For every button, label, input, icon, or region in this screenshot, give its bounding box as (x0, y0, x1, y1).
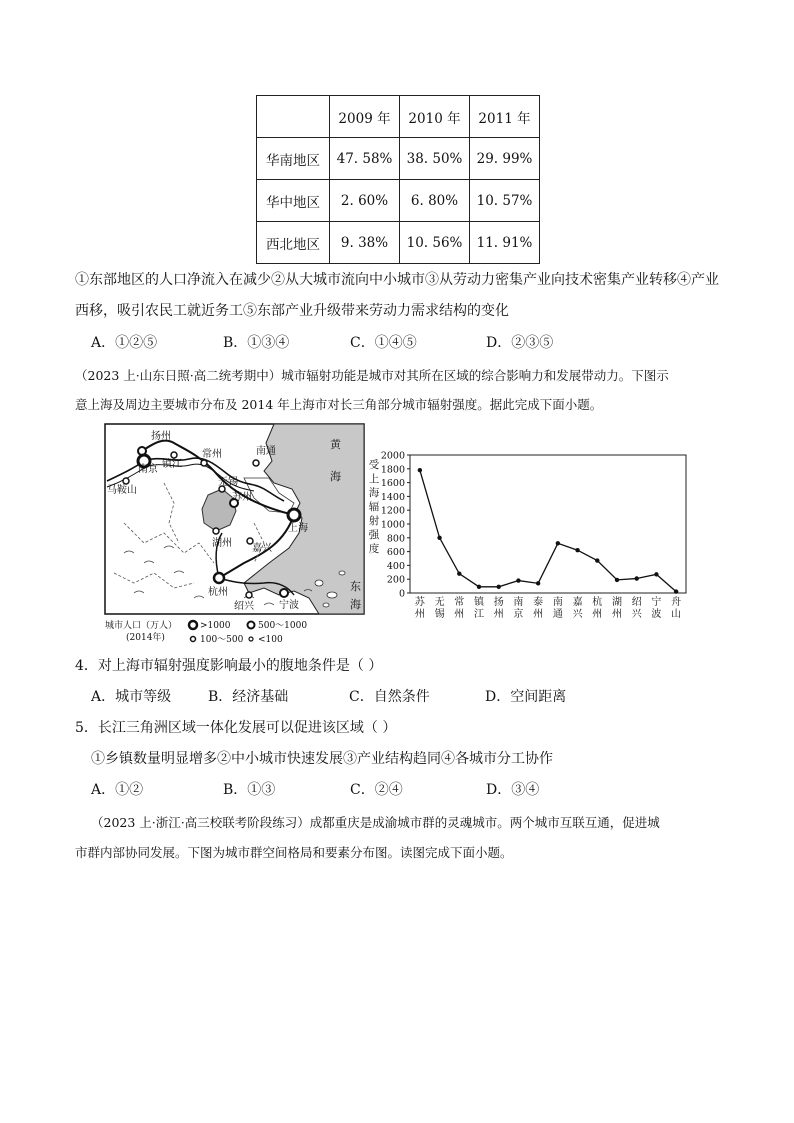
sea-label: 海 (350, 598, 361, 611)
option-d[interactable]: D．②③⑤ (486, 335, 554, 351)
data-point (654, 572, 658, 576)
x-tick-label: 苏 (414, 597, 425, 608)
table-header-cell: 2010 年 (400, 96, 470, 138)
data-point (457, 571, 461, 575)
data-point (575, 548, 579, 552)
y-tick-label: 1800 (380, 464, 405, 476)
data-point (595, 558, 599, 562)
city-label: 镇江 (162, 459, 182, 470)
y-axis-label: 度 (368, 543, 380, 555)
option-b[interactable]: B．①③ (223, 782, 276, 798)
city-marker-nantong (253, 460, 259, 466)
y-axis-label: 射 (368, 515, 380, 527)
table-row (257, 180, 540, 222)
x-tick-label: 镇 (474, 597, 484, 608)
option-b[interactable]: B．经济基础 (208, 689, 289, 705)
y-tick-label: 400 (386, 560, 405, 572)
option-a[interactable]: A．城市等级 (91, 689, 172, 705)
option-c[interactable]: C．①④⑤ (350, 335, 417, 351)
option-b[interactable]: B．①③④ (223, 335, 290, 351)
table-header-cell: 2011 年 (470, 96, 540, 138)
city-marker-maanshan (123, 478, 129, 484)
x-tick-label: 通 (552, 609, 563, 620)
x-tick-label: 杭 (592, 597, 603, 608)
city-marker-ningbo (280, 589, 288, 597)
legend-item: 100～500 (200, 635, 244, 645)
data-point (497, 585, 501, 589)
map-legend (105, 619, 307, 645)
q5-statement: ①乡镇数量明显增多②中小城市快速发展③产业结构趋同④各城市分工协作 (91, 751, 553, 767)
table-cell: 11. 91% (470, 222, 540, 264)
city-marker-huzhou (213, 528, 219, 534)
x-tick-label: 南 (513, 597, 524, 608)
data-point (635, 576, 639, 580)
legend-title: 城市人口（万人） (105, 621, 178, 631)
city-label: 绍兴 (234, 601, 254, 612)
table-cell: 6. 80% (400, 180, 470, 222)
table-header-cell (257, 96, 330, 138)
x-tick-label: 山 (671, 609, 682, 620)
y-tick-label: 200 (386, 574, 405, 586)
table-cell: 29. 99% (470, 138, 540, 180)
x-tick-label: 泰 (533, 597, 544, 608)
x-tick-label: 州 (592, 609, 603, 620)
city-label: 杭州 (208, 587, 228, 598)
city-label: 宁波 (279, 600, 299, 611)
city-label: 常州 (202, 449, 222, 460)
legend-symbol-small (191, 637, 196, 642)
x-tick-label: 州 (533, 609, 544, 620)
y-tick-label: 1000 (380, 519, 405, 531)
table-header-cell: 2009 年 (330, 96, 400, 138)
y-tick-label: 2000 (380, 450, 405, 462)
city-label: 苏州 (232, 492, 252, 503)
legend-symbol-medium (248, 622, 255, 629)
table-cell: 47. 58% (330, 138, 400, 180)
table-cell: 38. 50% (400, 138, 470, 180)
table-cell: 10. 57% (470, 180, 540, 222)
data-point (516, 578, 520, 582)
x-tick-label: 江 (474, 609, 484, 620)
table-cell: 华中地区 (257, 180, 330, 222)
plot-frame (410, 455, 686, 593)
prev-statement-line2: 西移，吸引农民工就近务工⑤东部产业升级带来劳动力需求结构的变化 (75, 303, 509, 319)
x-tick-label: 湖 (612, 597, 622, 608)
city-label: 湖州 (212, 538, 232, 549)
legend-year: (2014年) (126, 633, 165, 643)
city-label: 无锡 (218, 477, 238, 488)
q5-options (91, 780, 731, 800)
x-tick-label: 绍 (631, 597, 642, 608)
data-point (674, 589, 678, 593)
data-point (536, 581, 540, 585)
sea-label: 黄 (330, 438, 341, 451)
q4-options (91, 687, 731, 707)
city-map (104, 423, 366, 645)
legend-item: 500～1000 (258, 621, 308, 631)
y-tick-label: 800 (386, 533, 405, 545)
passage2-line1: （2023 上·浙江·高三校联考阶段练习）成都重庆是成渝城市群的灵魂城市。两个城市互联互通，促进城 (91, 815, 660, 830)
city-label: 南京 (138, 464, 158, 475)
data-table (256, 95, 540, 264)
table-header-row (257, 96, 540, 138)
y-axis-label: 海 (368, 487, 380, 499)
y-tick-label: 0 (398, 588, 405, 600)
option-d[interactable]: D．③④ (486, 782, 540, 798)
city-label: 南通 (256, 446, 276, 457)
x-tick-label: 兴 (572, 609, 583, 620)
x-tick-label: 锡 (434, 609, 445, 620)
y-tick-label: 1200 (380, 505, 405, 517)
q5-stem: 5．长江三角洲区域一体化发展可以促进该区域（ ） (75, 720, 397, 736)
passage1-line1: （2023 上·山东日照·高二统考期中）城市辐射功能是城市对其所在区域的综合影响力和发展带动力。下图示 (75, 368, 669, 383)
x-tick-label: 舟 (671, 597, 682, 608)
city-marker-shaoxing (246, 592, 252, 598)
table-cell: 10. 56% (400, 222, 470, 264)
city-label: 嘉兴 (252, 543, 272, 554)
x-tick-label: 扬 (493, 597, 504, 608)
x-tick-label: 州 (493, 609, 504, 620)
city-marker-shanghai (288, 509, 300, 521)
data-point (477, 585, 481, 589)
option-a[interactable]: A．①② (91, 782, 144, 798)
y-axis-label: 受 (368, 459, 380, 471)
city-marker-hangzhou (214, 573, 224, 583)
data-point (556, 541, 560, 545)
passage1-line2: 意上海及周边主要城市分布及 2014 年上海市对长三角部分城市辐射强度。据此完成下面小题。 (75, 397, 603, 412)
option-c[interactable]: C．②④ (350, 782, 403, 798)
city-label: 上海 (288, 523, 308, 534)
option-a[interactable]: A．①②⑤ (91, 335, 158, 351)
x-tick-label: 常 (454, 597, 465, 608)
y-axis-label: 上 (368, 473, 380, 485)
prev-statement-line1: ①东部地区的人口净流入在减少②从大城市流向中小城市③从劳动力密集产业向技术密集产业转移④产业 (75, 272, 719, 288)
x-tick-label: 州 (414, 609, 425, 620)
y-axis-label: 辐 (368, 501, 380, 513)
prev-options (91, 333, 731, 353)
x-tick-label: 波 (651, 609, 662, 620)
data-point (437, 536, 441, 540)
y-tick-label: 1400 (380, 491, 405, 503)
city-marker-changzhou (201, 460, 207, 466)
y-axis-label: 强 (368, 529, 380, 541)
table-cell: 华南地区 (257, 138, 330, 180)
legend-symbol-large (189, 621, 197, 629)
y-tick-label: 1600 (380, 478, 405, 490)
legend-item: >1000 (200, 621, 231, 631)
data-point (615, 578, 619, 582)
radiation-chart (366, 448, 690, 624)
x-tick-label: 京 (513, 609, 524, 620)
table-cell: 2. 60% (330, 180, 400, 222)
passage2-line2: 市群内部协同发展。下图为城市群空间格局和要素分布图。读图完成下面小题。 (75, 845, 513, 860)
x-tick-label: 兴 (631, 609, 642, 620)
city-label: 马鞍山 (107, 485, 137, 496)
q4-stem: 4．对上海市辐射强度影响最小的腹地条件是（ ） (75, 658, 383, 674)
table-row (257, 138, 540, 180)
legend-symbol-tiny (249, 637, 253, 641)
option-d[interactable]: D．空间距离 (485, 689, 567, 705)
x-tick-label: 州 (612, 609, 622, 620)
table-cell: 西北地区 (257, 222, 330, 264)
data-point (418, 468, 422, 472)
y-tick-label: 600 (386, 547, 405, 559)
sea-label: 海 (330, 470, 341, 483)
option-c[interactable]: C．自然条件 (349, 689, 430, 705)
x-tick-label: 宁 (651, 597, 662, 608)
legend-item: <100 (258, 635, 283, 645)
table-row (257, 222, 540, 264)
x-tick-label: 州 (454, 609, 465, 620)
x-tick-label: 嘉 (572, 597, 583, 608)
city-marker-zhenjiang (171, 452, 177, 458)
sea-label: 东 (350, 580, 361, 593)
city-label: 扬州 (151, 431, 171, 442)
x-tick-label: 南 (552, 597, 563, 608)
table-cell: 9. 38% (330, 222, 400, 264)
x-tick-label: 无 (434, 597, 445, 608)
